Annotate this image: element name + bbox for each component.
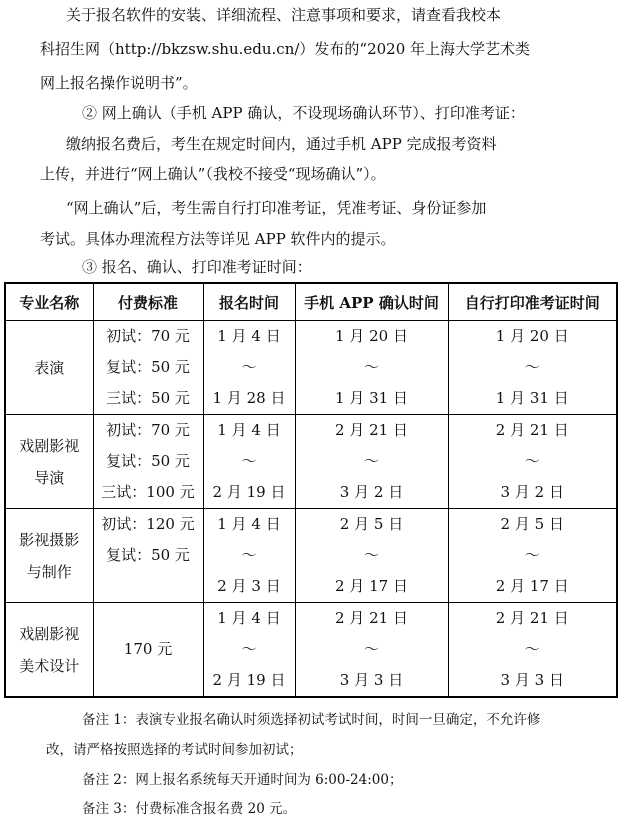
header-registration-time: 报名时间 bbox=[203, 283, 295, 321]
registration-cell: 1 月 4 日 ～ 2 月 19 日 bbox=[203, 603, 295, 698]
print-cell: 2 月 21 日 ～ 3 月 3 日 bbox=[448, 603, 617, 698]
table-row bbox=[5, 321, 617, 415]
section-2-line-3: “网上确认”后，考生需自行打印准考证，凭准考证、身份证参加 bbox=[66, 199, 487, 217]
table-row bbox=[5, 415, 617, 509]
note-2: 备注 2：网上报名系统每天开通时间为 6:00-24:00； bbox=[82, 772, 403, 788]
intro-line-2: 科招生网（http://bkzsw.shu.edu.cn/）发布的“2020 年上海大学艺术类 bbox=[40, 40, 531, 58]
schedule-table bbox=[4, 282, 618, 698]
confirm-cell: 2 月 21 日 ～ 3 月 2 日 bbox=[295, 415, 448, 509]
header-app-confirm-time: 手机 APP 确认时间 bbox=[295, 283, 448, 321]
intro-line-1: 关于报名软件的安装、详细流程、注意事项和要求，请查看我校本 bbox=[66, 6, 502, 24]
header-fee: 付费标准 bbox=[93, 283, 203, 321]
print-cell: 1 月 20 日 ～ 1 月 31 日 bbox=[448, 321, 617, 415]
note-3: 备注 3：付费标准含报名费 20 元。 bbox=[82, 801, 297, 817]
major-cell: 戏剧影视 美术设计 bbox=[5, 603, 93, 698]
fee-cell: 初试：70 元 复试：50 元 三试：50 元 bbox=[93, 321, 203, 415]
major-cell: 影视摄影 与制作 bbox=[5, 509, 93, 603]
registration-cell: 1 月 4 日 ～ 2 月 19 日 bbox=[203, 415, 295, 509]
major-cell: 表演 bbox=[5, 321, 93, 415]
section-2-line-1: 缴纳报名费后，考生在规定时间内，通过手机 APP 完成报考资料 bbox=[66, 135, 497, 153]
confirm-cell: 2 月 5 日 ～ 2 月 17 日 bbox=[295, 509, 448, 603]
print-cell: 2 月 5 日 ～ 2 月 17 日 bbox=[448, 509, 617, 603]
header-major: 专业名称 bbox=[5, 283, 93, 321]
intro-line-3: 网上报名操作说明书”。 bbox=[40, 74, 198, 92]
table-header-row bbox=[5, 283, 617, 321]
section-2-line-4: 考试。具体办理流程方法等详见 APP 软件内的提示。 bbox=[40, 230, 396, 248]
fee-cell: 初试：70 元 复试：50 元 三试：100 元 bbox=[93, 415, 203, 509]
confirm-cell: 1 月 20 日 ～ 1 月 31 日 bbox=[295, 321, 448, 415]
fee-cell: 初试：120 元 复试：50 元 bbox=[93, 509, 203, 603]
major-cell: 戏剧影视 导演 bbox=[5, 415, 93, 509]
fee-cell: 170 元 bbox=[93, 603, 203, 698]
confirm-cell: 2 月 21 日 ～ 3 月 3 日 bbox=[295, 603, 448, 698]
header-print-admission-time: 自行打印准考证时间 bbox=[448, 283, 617, 321]
section-3-heading: ③ 报名、确认、打印准考证时间： bbox=[82, 258, 312, 276]
section-2-heading: ② 网上确认（手机 APP 确认，不设现场确认环节）、打印准考证： bbox=[82, 104, 525, 122]
note-1-line-1: 备注 1：表演专业报名确认时须选择初试考试时间，时间一旦确定，不允许修 bbox=[82, 712, 541, 728]
table-row bbox=[5, 603, 617, 698]
registration-cell: 1 月 4 日 ～ 1 月 28 日 bbox=[203, 321, 295, 415]
section-2-line-2: 上传，并进行“网上确认”（我校不接受“现场确认”）。 bbox=[40, 165, 386, 183]
registration-cell: 1 月 4 日 ～ 2 月 3 日 bbox=[203, 509, 295, 603]
print-cell: 2 月 21 日 ～ 3 月 2 日 bbox=[448, 415, 617, 509]
table-row bbox=[5, 509, 617, 603]
note-1-line-2: 改，请严格按照选择的考试时间参加初试； bbox=[46, 742, 303, 758]
